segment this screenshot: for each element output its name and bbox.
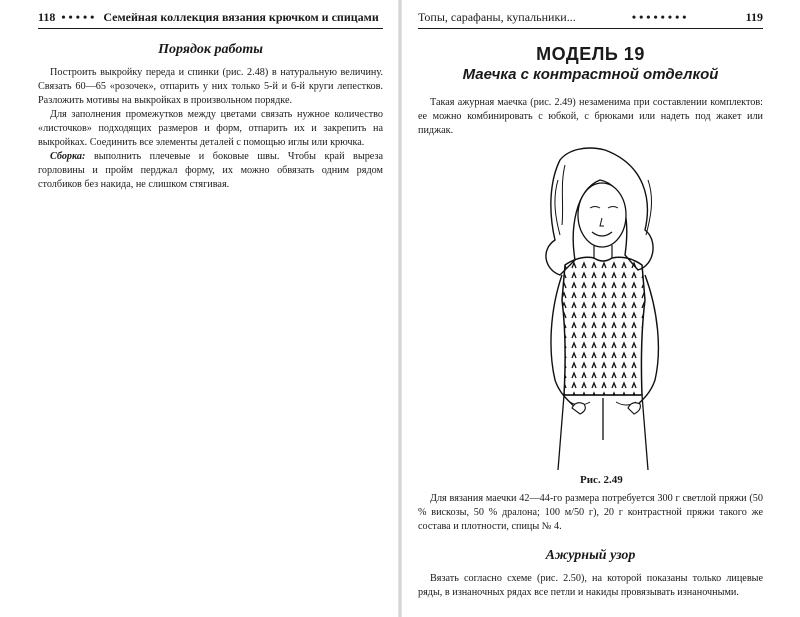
left-header-rule — [38, 28, 383, 29]
knit-top — [562, 257, 645, 395]
materials-paragraph: Для вязания маечки 42—44-го размера потребуется 300 г светлой пряжи (50 % вискозы, 50 % дралона; 100 м/50 г), 20 г контрастной пряжи такого же состава и плотности, спицы № 4. — [418, 493, 763, 532]
section-title-order: Порядок работы — [158, 42, 263, 57]
assembly-label: Сборка: — [50, 151, 86, 162]
paragraph-assembly — [38, 150, 383, 192]
intro-paragraph: Такая ажурная маечка (рис. 2.49) незаменима при составлении комплектов: ее можно комбинировать с юбкой, с брюками или надеть под жакет или пиджак. — [418, 97, 763, 136]
assembly-text: выполнить плечевые и боковые швы. Чтобы край выреза горловины и пройм перджал форму, их можно обвязать одним рядом столбиков без накида, не слишком стягивая. — [38, 151, 383, 190]
right-header-rule — [418, 28, 763, 29]
model-number: МОДЕЛЬ 19 — [536, 44, 645, 64]
left-page-number: 118 — [38, 10, 56, 24]
right-running-title: Топы, сарафаны, купальники... — [418, 10, 576, 24]
right-page — [400, 0, 800, 617]
left-running-title: Семейная коллекция вязания крючком и спицами — [103, 10, 379, 24]
left-running-head — [38, 10, 383, 25]
header-dots: ••••• — [61, 10, 98, 24]
header-dots-right: •••••••• — [631, 10, 690, 24]
section-title-pattern: Ажурный узор — [545, 548, 636, 563]
model-title: Маечка с контрастной отделкой — [462, 66, 719, 83]
face-shape — [578, 183, 626, 247]
figure-caption: Рис. 2.49 — [580, 474, 623, 486]
figure-illustration — [520, 140, 690, 470]
paragraph-2: Для заполнения промежутков между цветами связать нужное количество «листочков» подходящих размеров и форм, отпарить их и закрепить на выкройках. Соединить все элементы деталей с помощью иглы или крючка. — [38, 109, 383, 148]
right-running-head — [418, 10, 763, 25]
paragraph-1: Построить выкройку переда и спинки (рис. 2.48) в натуральную величину. Связать 60—65 «розочек», отпарить у них только 5-й и 6-й круги лепестков. Разложить мотивы на выкройках в произвольном порядке. — [38, 67, 383, 106]
right-page-number: 119 — [745, 10, 763, 24]
pattern-paragraph: Вязать согласно схеме (рис. 2.50), на которой показаны только лицевые ряды, в изнаночных рядах все петли и накиды провязывать изнаночными. — [418, 573, 763, 598]
